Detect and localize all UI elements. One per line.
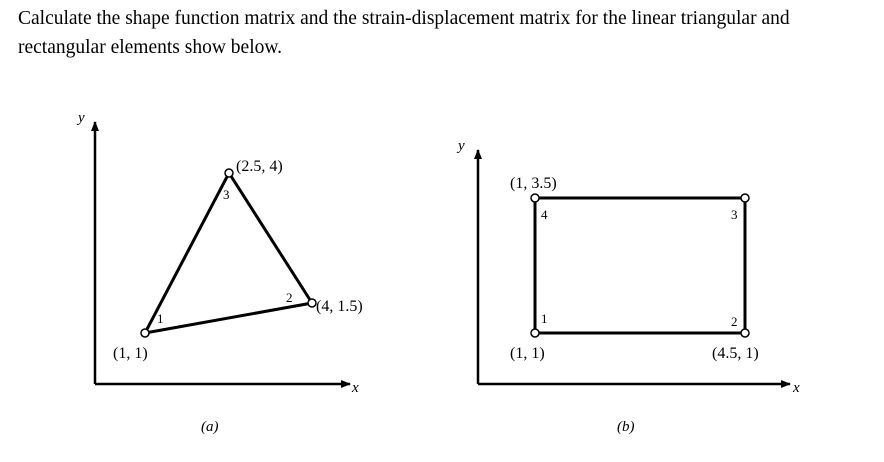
- caption-a: (a): [201, 419, 219, 435]
- node-coord-b1: (1, 1): [510, 345, 545, 362]
- node-number-b1: 1: [541, 311, 548, 326]
- node-marker-b1: [531, 329, 539, 337]
- node-marker-b4: [531, 194, 539, 202]
- figure-a: [76, 110, 363, 435]
- node-marker-a3: [225, 169, 233, 177]
- node-coord-a2: (4, 1.5): [316, 298, 363, 315]
- y-axis-label-b: y: [458, 138, 465, 154]
- x-axis-label-b: x: [793, 380, 800, 396]
- node-coord-b2: (4.5, 1): [712, 345, 759, 362]
- node-number-b3: 3: [731, 207, 738, 222]
- node-coord-a1: (1, 1): [113, 345, 148, 362]
- node-number-a1: 1: [157, 311, 164, 326]
- node-coord-b4: (1, 3.5): [510, 175, 557, 192]
- figure-b: [456, 138, 800, 435]
- rectangle-element: [535, 198, 745, 333]
- node-number-b2: 2: [731, 314, 738, 329]
- question-text: Calculate the shape function matrix and the strain-displacement matrix for the linear triangular and rectangular elements show below.: [18, 8, 790, 58]
- x-axis-label-a: x: [352, 380, 359, 396]
- node-number-b4: 4: [541, 207, 548, 222]
- caption-b: (b): [617, 419, 635, 435]
- node-coord-a3: (2.5, 4): [236, 158, 283, 175]
- y-axis-label-a: y: [78, 110, 85, 126]
- node-marker-b3: [741, 194, 749, 202]
- node-marker-a2: [308, 299, 316, 307]
- node-marker-a1: [141, 329, 149, 337]
- node-marker-b2: [741, 329, 749, 337]
- node-number-a2: 2: [286, 290, 293, 305]
- node-number-a3: 3: [223, 187, 230, 202]
